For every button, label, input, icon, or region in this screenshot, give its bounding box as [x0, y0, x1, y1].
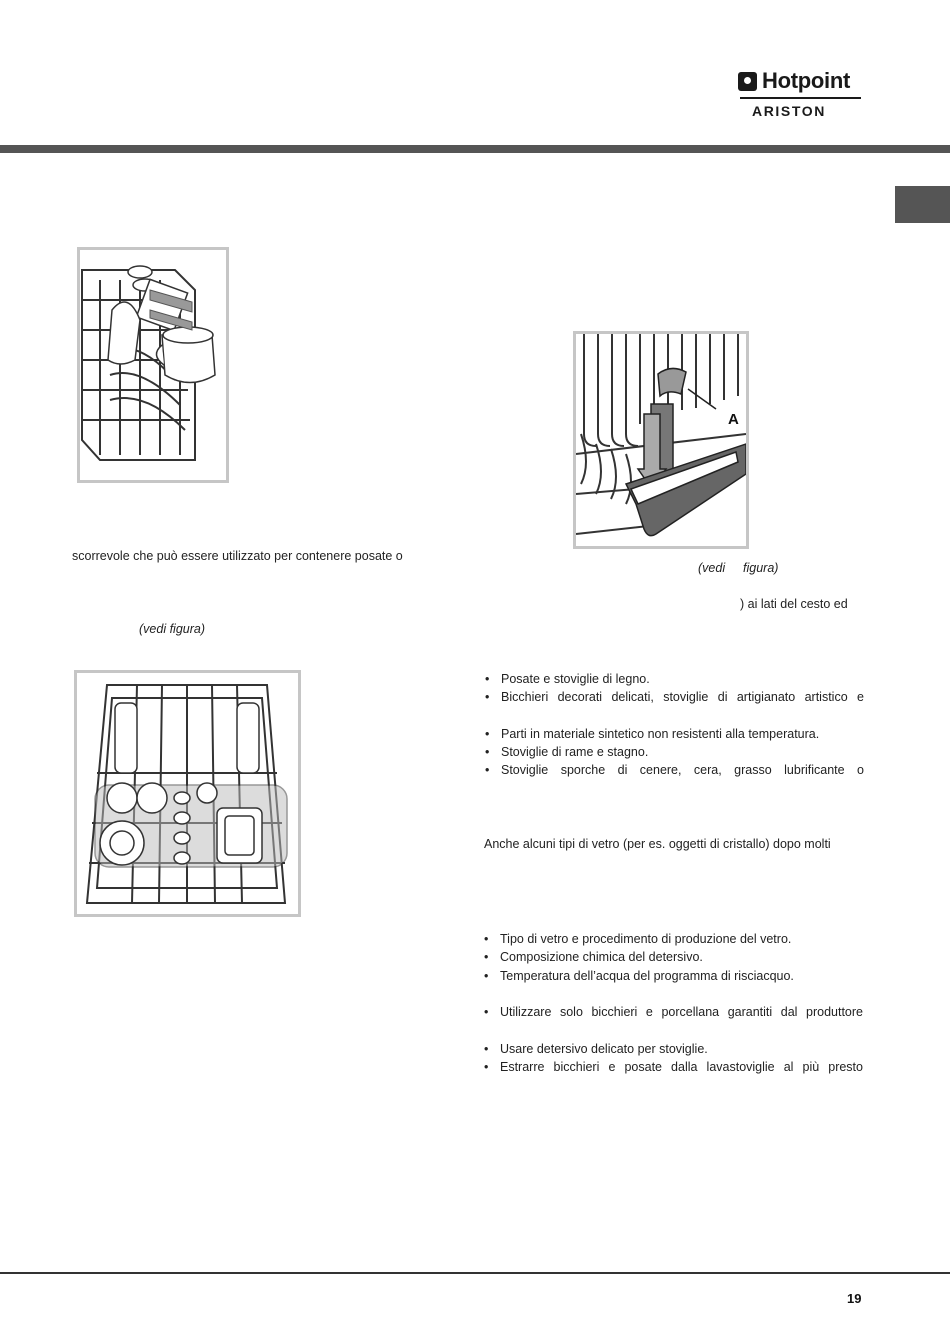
callout-a: A: [728, 411, 739, 428]
right-side-text: ) ai lati del cesto ed: [740, 597, 848, 611]
list-item: • Bicchieri decorati delicati, stoviglie di artigianato artistico e: [485, 688, 864, 706]
figure-rack-adjust: [573, 331, 749, 549]
list-item: • Parti in materiale sintetico non resistenti alla temperatura.: [485, 725, 865, 743]
brand-name-bottom: ARISTON: [752, 103, 826, 119]
left-text-line: scorrevole che può essere utilizzato per contenere posate o: [72, 549, 403, 563]
list-item: • Stoviglie di rame e stagno.: [485, 743, 865, 761]
figure-upper-rack-cups: [77, 247, 229, 483]
brand-logo: [738, 68, 862, 122]
upper-rack-drawing: [80, 250, 226, 480]
right-fig-caption-b: figura): [743, 561, 779, 575]
list-item: • Temperatura dell’acqua del programma di risciacquo.: [484, 967, 864, 985]
rack-adjust-drawing: [576, 334, 746, 546]
list-item: • Tipo di vetro e procedimento di produzione del vetro.: [484, 930, 864, 948]
right-fig-caption-a: (vedi: [698, 561, 726, 575]
brand-divider: [740, 97, 861, 99]
list-item: • Posate e stoviglie di legno.: [485, 670, 865, 688]
header-bar: [0, 145, 950, 153]
page-number: 19: [847, 1291, 862, 1306]
left-fig-reference: (vedi figura): [139, 622, 205, 636]
list-item: • Stoviglie sporche di cenere, cera, grasso lubrificante o: [485, 761, 864, 779]
footer-rule: [0, 1272, 950, 1274]
figure-lower-basket: [74, 670, 301, 917]
list-item: • Composizione chimica del detersivo.: [484, 948, 864, 966]
list-item: • Estrarre bicchieri e posate dalla lavastoviglie al più presto: [484, 1058, 863, 1076]
list-unsuitable-items: [485, 670, 865, 780]
brand-name-top: Hotpoint: [762, 68, 851, 93]
list-glass-factors: [484, 930, 864, 1076]
glass-paragraph-line: Anche alcuni tipi di vetro (per es. oggetti di cristallo) dopo molti: [484, 837, 831, 851]
lower-basket-drawing: [77, 673, 298, 914]
list-item: • Usare detersivo delicato per stoviglie.: [484, 1040, 864, 1058]
list-item: • Utilizzare solo bicchieri e porcellana garantiti dal produttore: [484, 1003, 863, 1021]
section-tab: [895, 186, 950, 223]
brand-mark-icon: [738, 72, 757, 91]
